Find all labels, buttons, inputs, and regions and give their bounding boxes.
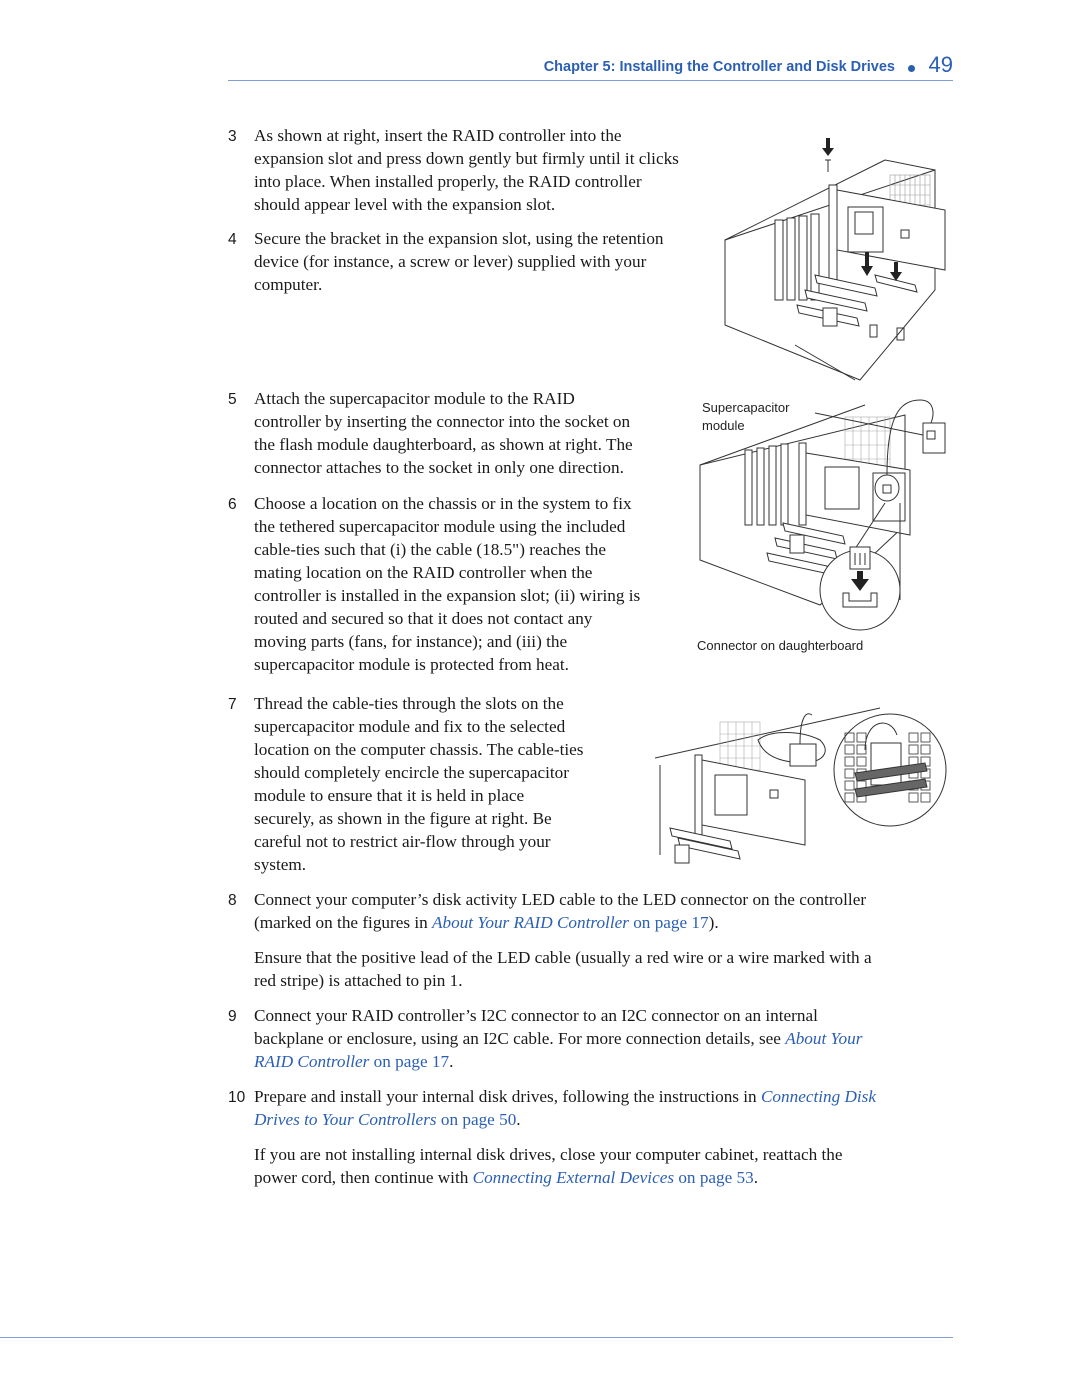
connecting-external-devices-link[interactable] — [473, 1168, 754, 1187]
text-line: the flash module daughterboard, as shown at right. The — [254, 435, 633, 454]
text-line: supercapacitor module is protected from heat. — [254, 655, 569, 674]
text-line: Thread the cable-ties through the slots on the — [254, 694, 564, 713]
text-line — [254, 1166, 954, 1189]
text-line: red stripe) is attached to pin 1. — [254, 971, 463, 990]
text-line: moving parts (fans, for instance); and (iii) the — [254, 632, 568, 651]
text-span: . — [449, 1052, 454, 1071]
text-line: module to ensure that it is held in place — [254, 786, 525, 805]
link-title: Drives to Your Controllers — [254, 1110, 437, 1129]
about-your-link-part1[interactable] — [785, 1029, 862, 1048]
text-span: Prepare and install your internal disk drives, following the instructions in — [254, 1087, 761, 1106]
text-line: computer. — [254, 275, 323, 294]
step-text — [254, 124, 724, 216]
running-header — [228, 54, 953, 80]
footer-rule — [0, 1337, 953, 1338]
text-line: connector attaches to the socket in only one direction. — [254, 458, 624, 477]
label-line: Supercapacitor — [702, 400, 790, 415]
bullet-icon — [908, 65, 915, 72]
text-line: cable-ties such that (i) the cable (18.5") reaches the — [254, 540, 607, 559]
text-line: Ensure that the positive lead of the LED cable (usually a red wire or a wire marked with a — [254, 948, 872, 967]
led-note — [254, 946, 954, 992]
close-cabinet-note — [254, 1143, 954, 1189]
step-number: 8 — [228, 892, 237, 909]
text-span: ). — [708, 913, 719, 932]
text-line: As shown at right, insert the RAID controller into the — [254, 126, 622, 145]
supercapacitor-figure — [695, 395, 955, 635]
header-rule — [228, 80, 953, 81]
label-line: module — [702, 418, 745, 433]
cable-tie-figure — [650, 700, 955, 875]
text-span: backplane or enclosure, using an I2C cable. For more connection details, see — [254, 1029, 786, 1048]
text-line: expansion slot and press down gently but firmly until it clicks — [254, 149, 679, 168]
text-line: routed and secured so that it does not contact any — [254, 609, 593, 628]
page-number: 49 — [928, 52, 953, 77]
about-raid-controller-link[interactable] — [432, 913, 709, 932]
chapter-title: Chapter 5: Installing the Controller and Disk Drives — [543, 59, 895, 75]
link-page: on page 17 — [369, 1052, 450, 1071]
text-line: controller is installed in the expansion slot; (ii) wiring is — [254, 586, 641, 605]
text-line — [254, 911, 954, 934]
text-line: controller by inserting the connector into the socket on — [254, 412, 631, 431]
text-line: location on the computer chassis. The cable-ties — [254, 740, 584, 759]
text-line: should completely encircle the supercapacitor — [254, 763, 569, 782]
text-span: power cord, then continue with — [254, 1168, 473, 1187]
step-number: 3 — [228, 128, 237, 145]
link-page: on page 17 — [628, 913, 709, 932]
text-line: If you are not installing internal disk drives, close your computer cabinet, reattach the — [254, 1145, 843, 1164]
text-line — [254, 1085, 954, 1108]
about-your-link-part2[interactable] — [254, 1052, 449, 1071]
text-line: securely, as shown in the figure at right. Be — [254, 809, 552, 828]
link-title: About Your RAID Controller — [432, 913, 629, 932]
step-text — [254, 387, 694, 479]
text-line: device (for instance, a screw or lever) supplied with your — [254, 252, 647, 271]
text-line — [254, 1050, 954, 1073]
controller-insertion-figure — [705, 130, 955, 385]
connecting-disk-link-part1[interactable] — [761, 1087, 876, 1106]
step-text — [254, 227, 724, 296]
step-number: 7 — [228, 696, 237, 713]
link-title: RAID Controller — [254, 1052, 370, 1071]
text-line: the tethered supercapacitor module using the included — [254, 517, 626, 536]
text-line: Choose a location on the chassis or in the system to fix — [254, 494, 632, 513]
text-line — [254, 1108, 954, 1131]
text-line: Secure the bracket in the expansion slot, using the retention — [254, 229, 664, 248]
step-text — [254, 692, 644, 876]
connecting-disk-link-part2[interactable] — [254, 1110, 516, 1129]
step-text — [254, 492, 694, 676]
link-title: About Your — [785, 1029, 863, 1048]
text-line — [254, 1027, 954, 1050]
text-line: Connect your computer’s disk activity LED cable to the LED connector on the controller — [254, 890, 867, 909]
step-number: 5 — [228, 391, 237, 408]
text-line: system. — [254, 855, 307, 874]
step-number: 10 — [228, 1089, 246, 1106]
text-line: mating location on the RAID controller when the — [254, 563, 593, 582]
step-number: 9 — [228, 1008, 237, 1025]
step-number: 4 — [228, 231, 237, 248]
link-page: on page 50 — [436, 1110, 517, 1129]
step-text — [254, 888, 954, 934]
text-line: supercapacitor module and fix to the selected — [254, 717, 566, 736]
text-line: should appear level with the expansion slot. — [254, 195, 556, 214]
text-span: . — [516, 1110, 521, 1129]
step-text — [254, 1085, 954, 1131]
text-line: into place. When installed properly, the RAID controller — [254, 172, 642, 191]
text-span: (marked on the figures in — [254, 913, 433, 932]
text-line: careful not to restrict air-flow through your — [254, 832, 551, 851]
link-title: Connecting Disk — [760, 1087, 876, 1106]
text-line: Attach the supercapacitor module to the RAID — [254, 389, 575, 408]
connector-label: Connector on daughterboard — [697, 638, 864, 653]
link-page: on page 53 — [674, 1168, 754, 1187]
text-span: . — [753, 1168, 759, 1187]
link-title: Connecting External Devices — [472, 1168, 675, 1187]
step-number: 6 — [228, 496, 237, 513]
text-line: Connect your RAID controller’s I2C connector to an I2C connector on an internal — [254, 1006, 818, 1025]
step-text — [254, 1004, 954, 1073]
